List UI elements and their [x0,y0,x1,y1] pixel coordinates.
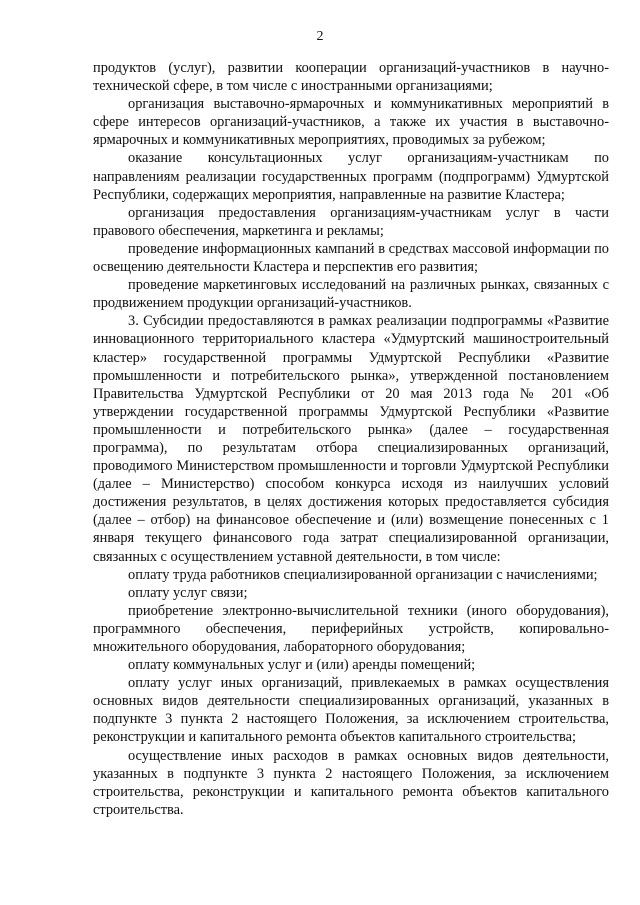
paragraph: оплату труда работников специализированной организации с начислениями; [128,566,598,583]
paragraph: продуктов (услуг), развитии кооперации организаций-участников в научно-технической сфере, в том числе с иностранными организациями; [93,60,609,95]
paragraph: оплату услуг иных организаций, привлекаемых в рамках осуществления основных видов деятельности специализированных организаций, указанных в подпункте 3 пункта 2 настоящего Положения, за исключением строительства, реконструкции и капитального ремонта объектов капитального строительства; [93,675,609,746]
paragraph: организация предоставления организациям-участникам услуг в части правового обеспечения, маркетинга и рекламы; [93,204,609,239]
paragraph: организация выставочно-ярмарочных и коммуникативных мероприятий в сфере интересов организаций-участников, а также их участия в выставочно-ярмарочных и коммуникативных мероприятиях, проводимых за рубежом; [93,96,609,149]
paragraph: проведение информационных кампаний в средствах массовой информации по освещению деятельности Кластера и перспектив его развития; [93,240,609,276]
paragraph: осуществление иных расходов в рамках основных видов деятельности, указанных в подпункте 3 пункта 2 настоящего Положения, за исключением строительства, реконструкции и капитального ремонта объектов капитального строительства. [93,747,609,818]
paragraph: оплату услуг связи; [128,584,248,601]
page-number: 2 [316,29,324,44]
document-body [93,59,609,819]
paragraph: приобретение электронно-вычислительной техники (иного оборудования), программного обеспечения, периферийных устройств, копировально-множительного оборудования, лабораторного оборудования; [93,602,609,655]
paragraph: оплату коммунальных услуг и (или) аренды помещений; [128,657,476,674]
paragraph: 3. Субсидии предоставляются в рамках реализации подпрограммы «Развитие инновационного территориального кластера «Удмуртский машиностроительный кластер» государственной программы Удмуртской Республики «Развитие промышленности и потребительского рынка», утвержденной постановлением Правительства Удмуртской Республики от 20 мая 2013 года № 201 «Об утверждении государственной программы Удмуртской Республики «Развитие промышленности и потребительского рынка» (далее – государственная программа), по результатам отбора специализированных организаций, проводимого Министерством промышленности и торговли Удмуртской Республики (далее – Министерство) способом конкурса исходя из наилучших условий достижения результатов, в целях достижения которых предоставляется субсидия (далее – отбор) на финансовое обеспечение и (или) возмещение понесенных с 1 января текущего финансового года затрат специализированной организации, связанных с осуществлением уставной деятельности, в том числе: [93,313,609,565]
paragraph: оказание консультационных услуг организациям-участникам по направлениям реализации государственных программ (подпрограмм) Удмуртской Республики, содержащих мероприятия, направленные на развитие Кластера; [93,150,609,203]
paragraph: проведение маркетинговых исследований на различных рынках, связанных с продвижением продукции организаций-участников. [93,277,609,312]
